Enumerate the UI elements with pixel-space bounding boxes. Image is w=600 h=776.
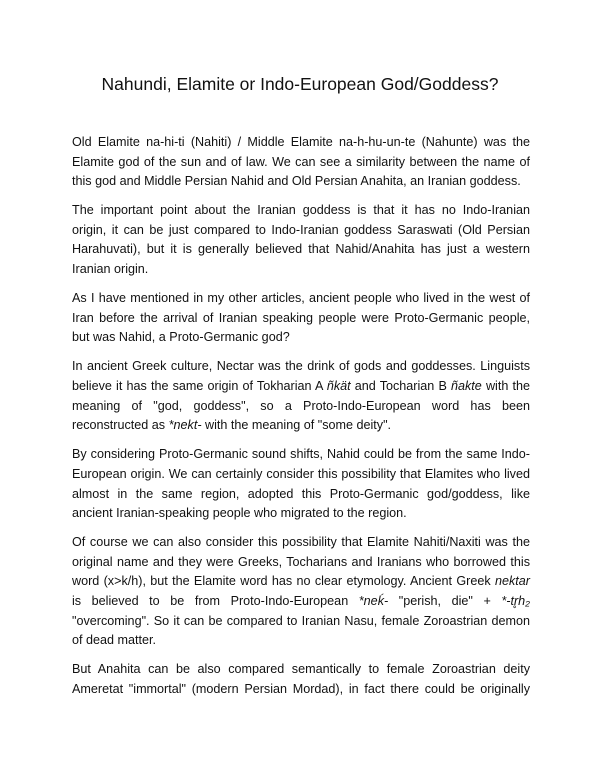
text-line: Harahuvati), but it is generally believed that Nahid/Anahita has just a western: [72, 242, 530, 257]
text-line: origin, it can be just compared to Indo-Iranian goddess Saraswati (Old Persian: [72, 222, 530, 237]
text-line: believe it has the same origin of Tokharian A ñkät and Tocharian B ñakte with the: [72, 379, 531, 394]
paragraph-3: [72, 289, 530, 348]
text-line: In ancient Greek culture, Nectar was the drink of gods and goddesses. Linguists: [72, 359, 530, 374]
text-line: As I have mentioned in my other articles, ancient people who lived in the west of: [72, 291, 530, 306]
text-line: word (x>k/h), but the Elamite word has no clear etymology. Ancient Greek nektar: [72, 574, 530, 589]
paragraph-4: [72, 357, 530, 435]
text-line: The important point about the Iranian goddess is that it has no Indo-Iranian: [72, 203, 530, 218]
document-title: Nahundi, Elamite or Indo-European God/Goddess?: [101, 74, 499, 94]
text-line: Iranian origin.: [72, 262, 149, 277]
text-line: Iran before the arrival of Iranian speaking people were Proto-Germanic people,: [72, 310, 530, 325]
text-line: Elamite god of the sun and of law. We can see a similarity between the name of: [72, 154, 530, 169]
text-line: but was Nahid, a Proto-Germanic god?: [72, 330, 290, 345]
text-line: ancient Iranian-speaking people who migrated to the region.: [72, 506, 407, 521]
text-line: almost in the same region, adopted this Proto-Germanic god/goddess, like: [72, 486, 530, 501]
text-line: original name and they were Greeks, Tocharians and Iranians who borrowed this: [72, 554, 530, 569]
text-line: European origin. We can certainly consider this possibility that Elamites who lived: [72, 466, 530, 481]
paragraph-7: [72, 660, 530, 699]
paragraph-2: [72, 201, 530, 279]
text-line: Of course we can also consider this possibility that Elamite Nahiti/Naxiti was the: [72, 535, 530, 550]
text-line: Ameretat "immortal" (modern Persian Mordad), in fact there could be originally: [72, 681, 530, 696]
text-line: meaning of "god, goddess", so a Proto-Indo-European word has been: [72, 398, 530, 413]
text-line: is believed to be from Proto-Indo-European *neḱ- "perish, die" + *-tr̥h₂: [72, 593, 530, 608]
paragraph-5: [72, 445, 530, 523]
paragraph-1: [72, 133, 530, 192]
text-line: reconstructed as *nekt- with the meaning of "some deity".: [72, 418, 392, 433]
text-line: of dead matter.: [72, 633, 157, 648]
text-line: Old Elamite na-hi-ti (Nahiti) / Middle Elamite na-h-hu-un-te (Nahunte) was the: [72, 135, 530, 149]
text-line: this god and Middle Persian Nahid and Old Persian Anahita, an Iranian goddess.: [72, 174, 521, 189]
text-line: But Anahita can be also compared semantically to female Zoroastrian deity: [72, 662, 530, 677]
paragraph-6: [72, 533, 530, 651]
text-line: By considering Proto-Germanic sound shifts, Nahid could be from the same Indo-: [72, 447, 530, 462]
text-line: "overcoming". So it can be compared to Iranian Nasu, female Zoroastrian demon: [72, 613, 530, 628]
document-body: [72, 133, 530, 709]
